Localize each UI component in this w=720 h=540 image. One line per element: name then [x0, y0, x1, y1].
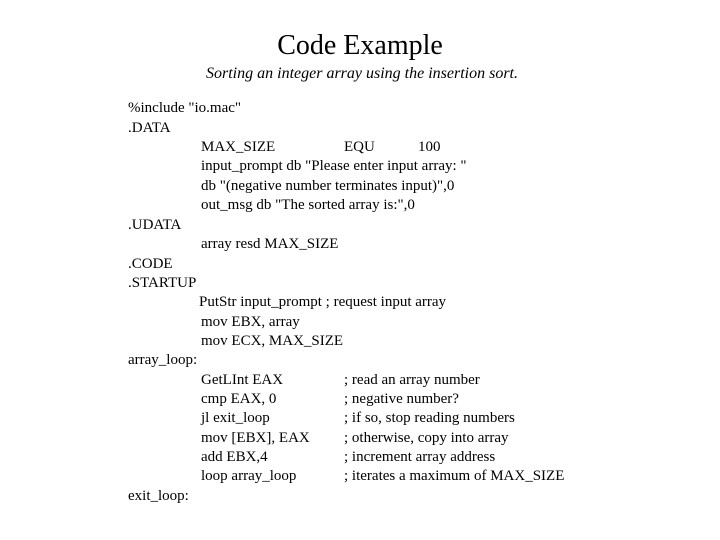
code-loop-comment: ; increment array address: [344, 449, 496, 465]
code-line-include: %include "io.mac": [128, 100, 242, 116]
code-label-exit-loop: exit_loop:: [128, 488, 189, 504]
code-line-startup-directive: .STARTUP: [128, 275, 197, 291]
code-loop-comment: ; otherwise, copy into array: [344, 430, 509, 446]
code-line-input-prompt-1: input_prompt db "Please enter input array: ": [201, 158, 467, 174]
code-loop-instr: GetLInt EAX: [201, 372, 284, 388]
code-max-size-equ: EQU: [344, 139, 375, 155]
code-line-putstr: PutStr input_prompt ; request input array: [199, 294, 447, 310]
code-label-array-loop: array_loop:: [128, 352, 198, 368]
code-loop-instr: mov [EBX], EAX: [201, 430, 310, 446]
code-loop-instr: jl exit_loop: [201, 410, 270, 426]
code-line-mov-ecx: mov ECX, MAX_SIZE: [201, 333, 344, 349]
code-loop-instr: cmp EAX, 0: [201, 391, 277, 407]
slide-title: Code Example: [277, 30, 443, 61]
code-line-input-prompt-2: db "(negative number terminates input)",0: [201, 178, 455, 194]
code-line-mov-ebx: mov EBX, array: [201, 314, 300, 330]
code-loop-comment: ; if so, stop reading numbers: [344, 410, 515, 426]
code-loop-instr: loop array_loop: [201, 468, 297, 484]
code-line-data-directive: .DATA: [128, 120, 171, 136]
code-loop-instr: add EBX,4: [201, 449, 268, 465]
code-line-array-resd: array resd MAX_SIZE: [201, 236, 339, 252]
code-max-size-value: 100: [418, 139, 441, 155]
code-line-udata-directive: .UDATA: [128, 217, 182, 233]
code-max-size-name: MAX_SIZE: [201, 139, 276, 155]
code-line-out-msg: out_msg db "The sorted array is:",0: [201, 197, 415, 213]
code-loop-comment: ; negative number?: [344, 391, 459, 407]
code-loop-comment: ; iterates a maximum of MAX_SIZE: [344, 468, 565, 484]
slide-subtitle: Sorting an integer array using the insertion sort.: [206, 65, 518, 82]
code-line-code-directive: .CODE: [128, 256, 173, 272]
code-loop-comment: ; read an array number: [344, 372, 480, 388]
